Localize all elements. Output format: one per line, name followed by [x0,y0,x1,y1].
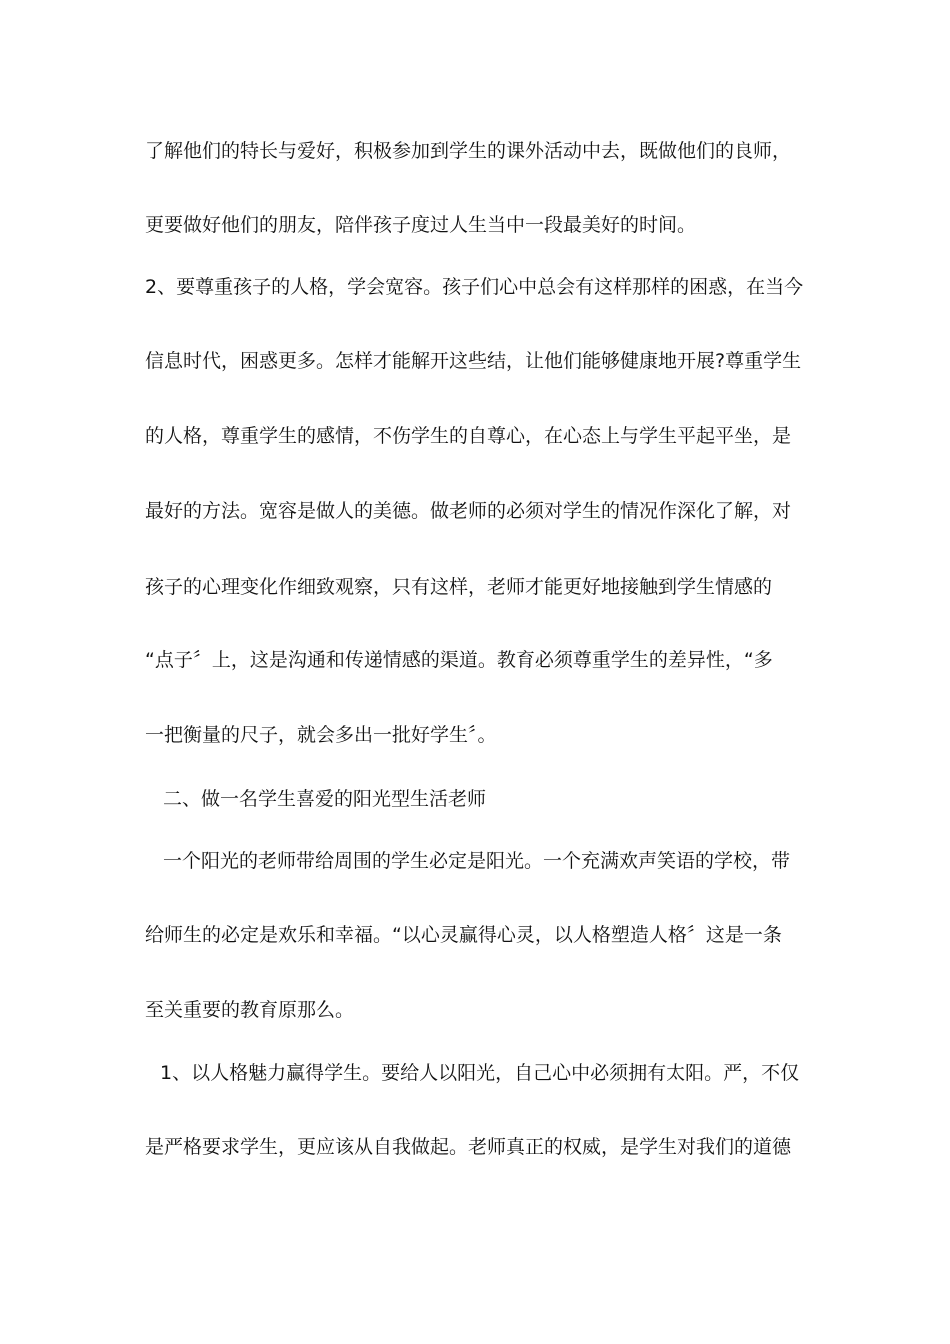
paragraph-line-6: 最好的方法。宽容是做人的美德。做老师的必须对学生的情况作深化了解，对 [145,500,792,522]
paragraph-line-14: 1、以人格魅力赢得学生。要给人以阳光，自己心中必须拥有太阳。严，不仅 [160,1062,800,1084]
paragraph-line-2: 更要做好他们的朋友，陪伴孩子度过人生当中一段最美好的时间。 [145,214,697,236]
section-heading: 二、做一名学生喜爱的阳光型生活老师 [163,788,487,810]
paragraph-line-8: “点子〞上，这是沟通和传递情感的渠道。教育必须尊重学生的差异性，“多 [145,649,773,671]
paragraph-line-9: 一把衡量的尺子，就会多出一批好学生〞。 [145,724,497,746]
paragraph-line-3: 2、要尊重孩子的人格，学会宽容。孩子们心中总会有这样那样的困惑，在当今 [145,276,804,298]
paragraph-line-12: 给师生的必定是欢乐和幸福。“以心灵赢得心灵，以人格塑造人格〞这是一条 [145,924,782,946]
paragraph-line-1: 了解他们的特长与爱好，积极参加到学生的课外活动中去，既做他们的良师， [145,140,792,162]
paragraph-line-7: 孩子的心理变化作细致观察，只有这样，老师才能更好地接触到学生情感的 [145,576,773,598]
paragraph-line-13: 至关重要的教育原那么。 [145,999,355,1021]
paragraph-line-11: 一个阳光的老师带给周围的学生必定是阳光。一个充满欢声笑语的学校，带 [163,850,791,872]
paragraph-line-5: 的人格，尊重学生的感情，不伤学生的自尊心，在心态上与学生平起平坐，是 [145,425,792,447]
paragraph-line-15: 是严格要求学生，更应该从自我做起。老师真正的权威，是学生对我们的道德 [145,1136,792,1158]
paragraph-line-4: 信息时代，困惑更多。怎样才能解开这些结，让他们能够健康地开展?尊重学生 [145,350,802,372]
